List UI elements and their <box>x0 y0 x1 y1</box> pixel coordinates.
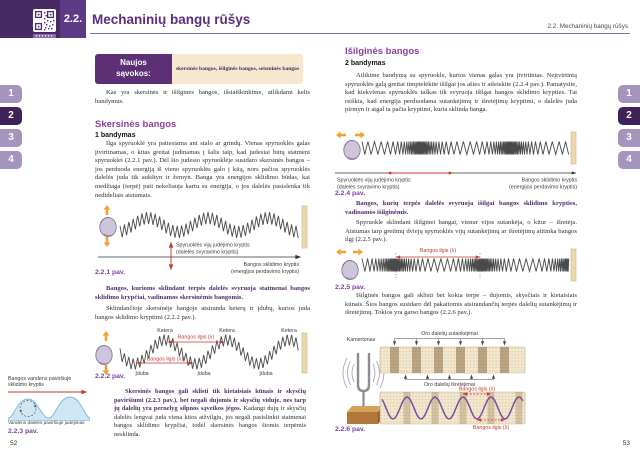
definition-transverse: Bangos, kurioms sklindant terpės dalelės svyruoja statmenai bangos sklidimo krypčiai, vadinamos skersinėmis bangomis. <box>95 285 310 301</box>
crest-label-3: Ketera <box>281 328 297 334</box>
tab-right-1[interactable]: 1 <box>618 85 640 103</box>
wavelength-label-bottom: Bangos ilgis (λ) <box>472 425 510 430</box>
water-wave-figure <box>8 389 90 421</box>
tab-left-3[interactable]: 3 <box>0 129 22 147</box>
caption-2-2-3: 2.2.3 pav. <box>8 428 39 435</box>
paragraph-longitudinal-experiment: Atlikime bandymą su spyruokle, kurios vienas galas yra įtvirtintas. Neįtvirtintą spyruoklės galą greitai timptelėkite išilgai jos ašies ir atleiskite (2.2.4 pav.). Pamatysite, kad kiekvienas spyruoklės taškas tik svyruoja išilgai bangos sklidimo krypties. Tai reiškia, kad energija perduodama sutankėjimų ir išretėjimų kryptimi, o dalelės juda pirmyn ir atgal ta pačia kryptimi, kuria sklinda banga. <box>345 72 577 114</box>
fig1-wave-label-2: (energijos perdavimo kryptis) <box>230 269 299 275</box>
rarefactions-label: Oro dalelių išretėjimai <box>424 382 475 388</box>
figure-longitudinal-spring <box>335 129 581 195</box>
trough-label-1: Įduba <box>135 371 149 377</box>
new-terms-label: Naujos sąvokos: <box>116 58 151 78</box>
hand-icon <box>100 218 116 237</box>
wavelength-label-lower: Bangos ilgis (λ) <box>146 356 184 363</box>
tab-left-4[interactable]: 4 <box>0 151 22 169</box>
tab-right-3[interactable]: 3 <box>618 129 640 147</box>
up-arrow-icon <box>103 331 110 341</box>
compressions-label: Oro dalelių sutankėjimai <box>421 331 478 337</box>
new-terms-label-box <box>95 54 172 84</box>
paragraph-crests-troughs: Sklindančioje skersinėje bangoje atsiranda keterų ir įdubų, kurios juda bangos sklidimo kryptimi (2.2.2 pav.). <box>95 305 310 321</box>
water-wave-direction-arrow <box>8 390 86 393</box>
wave-direction-arrow <box>98 255 300 258</box>
water-wave <box>8 397 90 421</box>
particle-direction-arrow <box>387 171 453 174</box>
fig1-wave-label-1: Bangos sklidimo kryptis <box>243 262 299 268</box>
fig4-wave-label-1: Bangos sklidimo kryptis <box>521 177 577 184</box>
new-terms-value-box: skersinės bangos, išilginės bangos, seisminės bangos <box>172 54 303 84</box>
qr-code-icon <box>33 9 56 32</box>
spring-wave <box>362 142 569 155</box>
wavelength-label-top: Bangos ilgis (λ) <box>458 386 496 393</box>
paragraph-transverse-media-bold: Skersinės bangos gali sklisti tik kietaisiais kūnais ir skysčių paviršiumi (2.2.3 pav.), bet negali dujomis ir skysčių viduje, nes tarp jų dalelių yra pernelyg silpnos sąveikos jėgos. <box>114 388 306 412</box>
caption-2-2-4: 2.2.4 pav. <box>335 190 366 197</box>
trough-label-3: Įduba <box>259 371 273 377</box>
definition-longitudinal: Bangos, kurių terpės dalelės svyruoja išilgai bangos sklidimo krypties, vadinamos išilginėmis. <box>345 200 577 216</box>
caption-2-2-1: 2.2.1 pav. <box>95 269 126 276</box>
trough-label-2: Įduba <box>197 371 211 377</box>
figure-transverse-spring <box>95 203 312 280</box>
fig4-particle-label-1: Spyruoklės vijų judėjimo kryptis <box>337 177 411 184</box>
crest-label-2: Ketera <box>219 328 235 334</box>
intro-paragraph: Kas yra skersinės ir išilginės bangos, išsiaiškinkime, atlikdami kelis bandymus. <box>95 89 310 105</box>
spring-wave <box>362 259 569 272</box>
fig1-particle-label-2: (dalelės svyravimo kryptis) <box>176 249 239 256</box>
caption-2-2-6: 2.2.6 pav. <box>335 426 366 433</box>
wall <box>302 206 307 248</box>
fig4-particle-label-2: (dalelės svyravimo kryptis) <box>337 184 400 191</box>
water-wave-direction-label: Bangos vandens paviršiuje sklidimo kryptis <box>8 376 72 389</box>
right-arrow-icon <box>355 132 365 139</box>
spring-wave <box>120 212 298 238</box>
tab-left-2[interactable]: 2 <box>0 107 22 125</box>
hand-icon <box>342 261 358 280</box>
left-arrow-icon <box>336 132 346 139</box>
hand-icon <box>344 141 360 160</box>
figure-crest-trough-spring <box>95 325 312 377</box>
fig4-wave-label-2: (energijos perdavimo kryptis) <box>508 184 577 191</box>
compressions-bracket <box>393 339 506 346</box>
wavelength-dimension <box>396 255 480 258</box>
wavelength-label-upper: Bangos ilgis (λ) <box>177 334 215 341</box>
figure-longitudinal-wavelength <box>335 245 581 285</box>
wall <box>302 333 307 373</box>
paragraph-transverse-experiment: Ilga spyruoklė yra patiesiama ant stalo ar grindų. Vienas spyruoklės galas įtvirtinamas, o kitas greitai judinamas į šalis taip, kad judesiai būtų statmeni spyruoklei (2.2.1 pav.). Dėl šio judesio spyruoklėje susidaro skersinės bangos – jos perduoda energiją iš vieno spyruoklės galo į kitą, nors pačios spyruoklės dalelės juda tik aukštyn ir žemyn. Banga yra energijos sklidimo būdas, kai medžiaga (terpė) pati nekeliauja kartu su energija, o jos dalelės pasislenka tik nedideliais atstumais. <box>95 140 310 199</box>
wall <box>571 132 576 164</box>
tab-right-4[interactable]: 4 <box>618 151 640 169</box>
down-arrow-icon <box>104 237 111 247</box>
up-arrow-icon <box>104 205 111 215</box>
sound-waves-icon <box>343 358 384 388</box>
particle-direction-arrow <box>169 243 172 269</box>
left-arrow-icon <box>336 249 346 256</box>
caption-2-2-2: 2.2.2 pav. <box>95 373 126 380</box>
paragraph-sound-waves: Išilginės bangos gali sklisti bet kokia terpe – dujomis, skysčiais ir kietaisiais kūnais. Šios bangos susidaro dėl pakaitomis atsirandančių terpės dalelių sutankėjimų ir išretėjimų. Tokios yra garso bangos (2.2.6 pav.). <box>345 292 577 317</box>
page-number-right: 53 <box>622 440 630 447</box>
header-rule <box>90 33 630 34</box>
crest-label-1: Ketera <box>157 328 173 334</box>
tuning-fork-label: Kamertonas <box>346 337 376 343</box>
rarefactions-bracket <box>404 375 495 380</box>
tab-left-1[interactable]: 1 <box>0 85 22 103</box>
caption-2-2-5: 2.2.5 pav. <box>335 284 366 291</box>
fig1-particle-label-1: Spyruoklės vijų judėjimo kryptis <box>176 242 250 249</box>
right-arrow-icon <box>353 249 363 256</box>
paragraph-compressions: Spyruokle sklindant išilginei bangai, vienur vijos sutankėja, o kitur – išretėja. Atstumas tarp gretimų dviejų spyruoklės vijų sutankėjimų ar išretėjimų atitinka bangos ilgį (2.2.5 pav.). <box>345 219 577 244</box>
section-number-badge: 2.2. <box>60 0 86 38</box>
running-head: 2.2. Mechaninių bangų rūšys <box>547 23 628 30</box>
wavelength-dimension-upper <box>168 340 224 343</box>
page-title: Mechaninių bangų rūšys <box>92 12 251 27</box>
tab-right-2[interactable]: 2 <box>618 107 640 125</box>
section-heading-transverse: Skersinės bangos <box>95 119 177 130</box>
paragraph-transverse-media-rest: Kadangi dujų ir skysčių dalelės lengvai juda viena kitos atžvilgiu, jos negali pasislinkti statmenai bangos sklidimo krypčiai, todėl skersinės bangos šiomis terpėmis nesklinda. <box>114 405 306 438</box>
water-particle-label: Vandens dalelės paviršiuje judėjimas <box>8 420 85 425</box>
air-band-wave <box>380 392 525 424</box>
section-heading-longitudinal: Išilginės bangos <box>345 46 420 57</box>
experiment-2-label: 2 bandymas <box>345 60 386 67</box>
wavelength-label: Bangos ilgis (λ) <box>419 248 457 254</box>
hand-icon <box>96 346 112 365</box>
wave-direction-arrow <box>335 171 576 174</box>
experiment-1-label: 1 bandymas <box>95 132 136 139</box>
paragraph-transverse-media <box>114 388 306 440</box>
qr-caption-strip <box>33 34 56 38</box>
figure-sound-wave <box>335 328 581 430</box>
page-number-left: 52 <box>10 440 18 447</box>
wall <box>571 249 576 281</box>
